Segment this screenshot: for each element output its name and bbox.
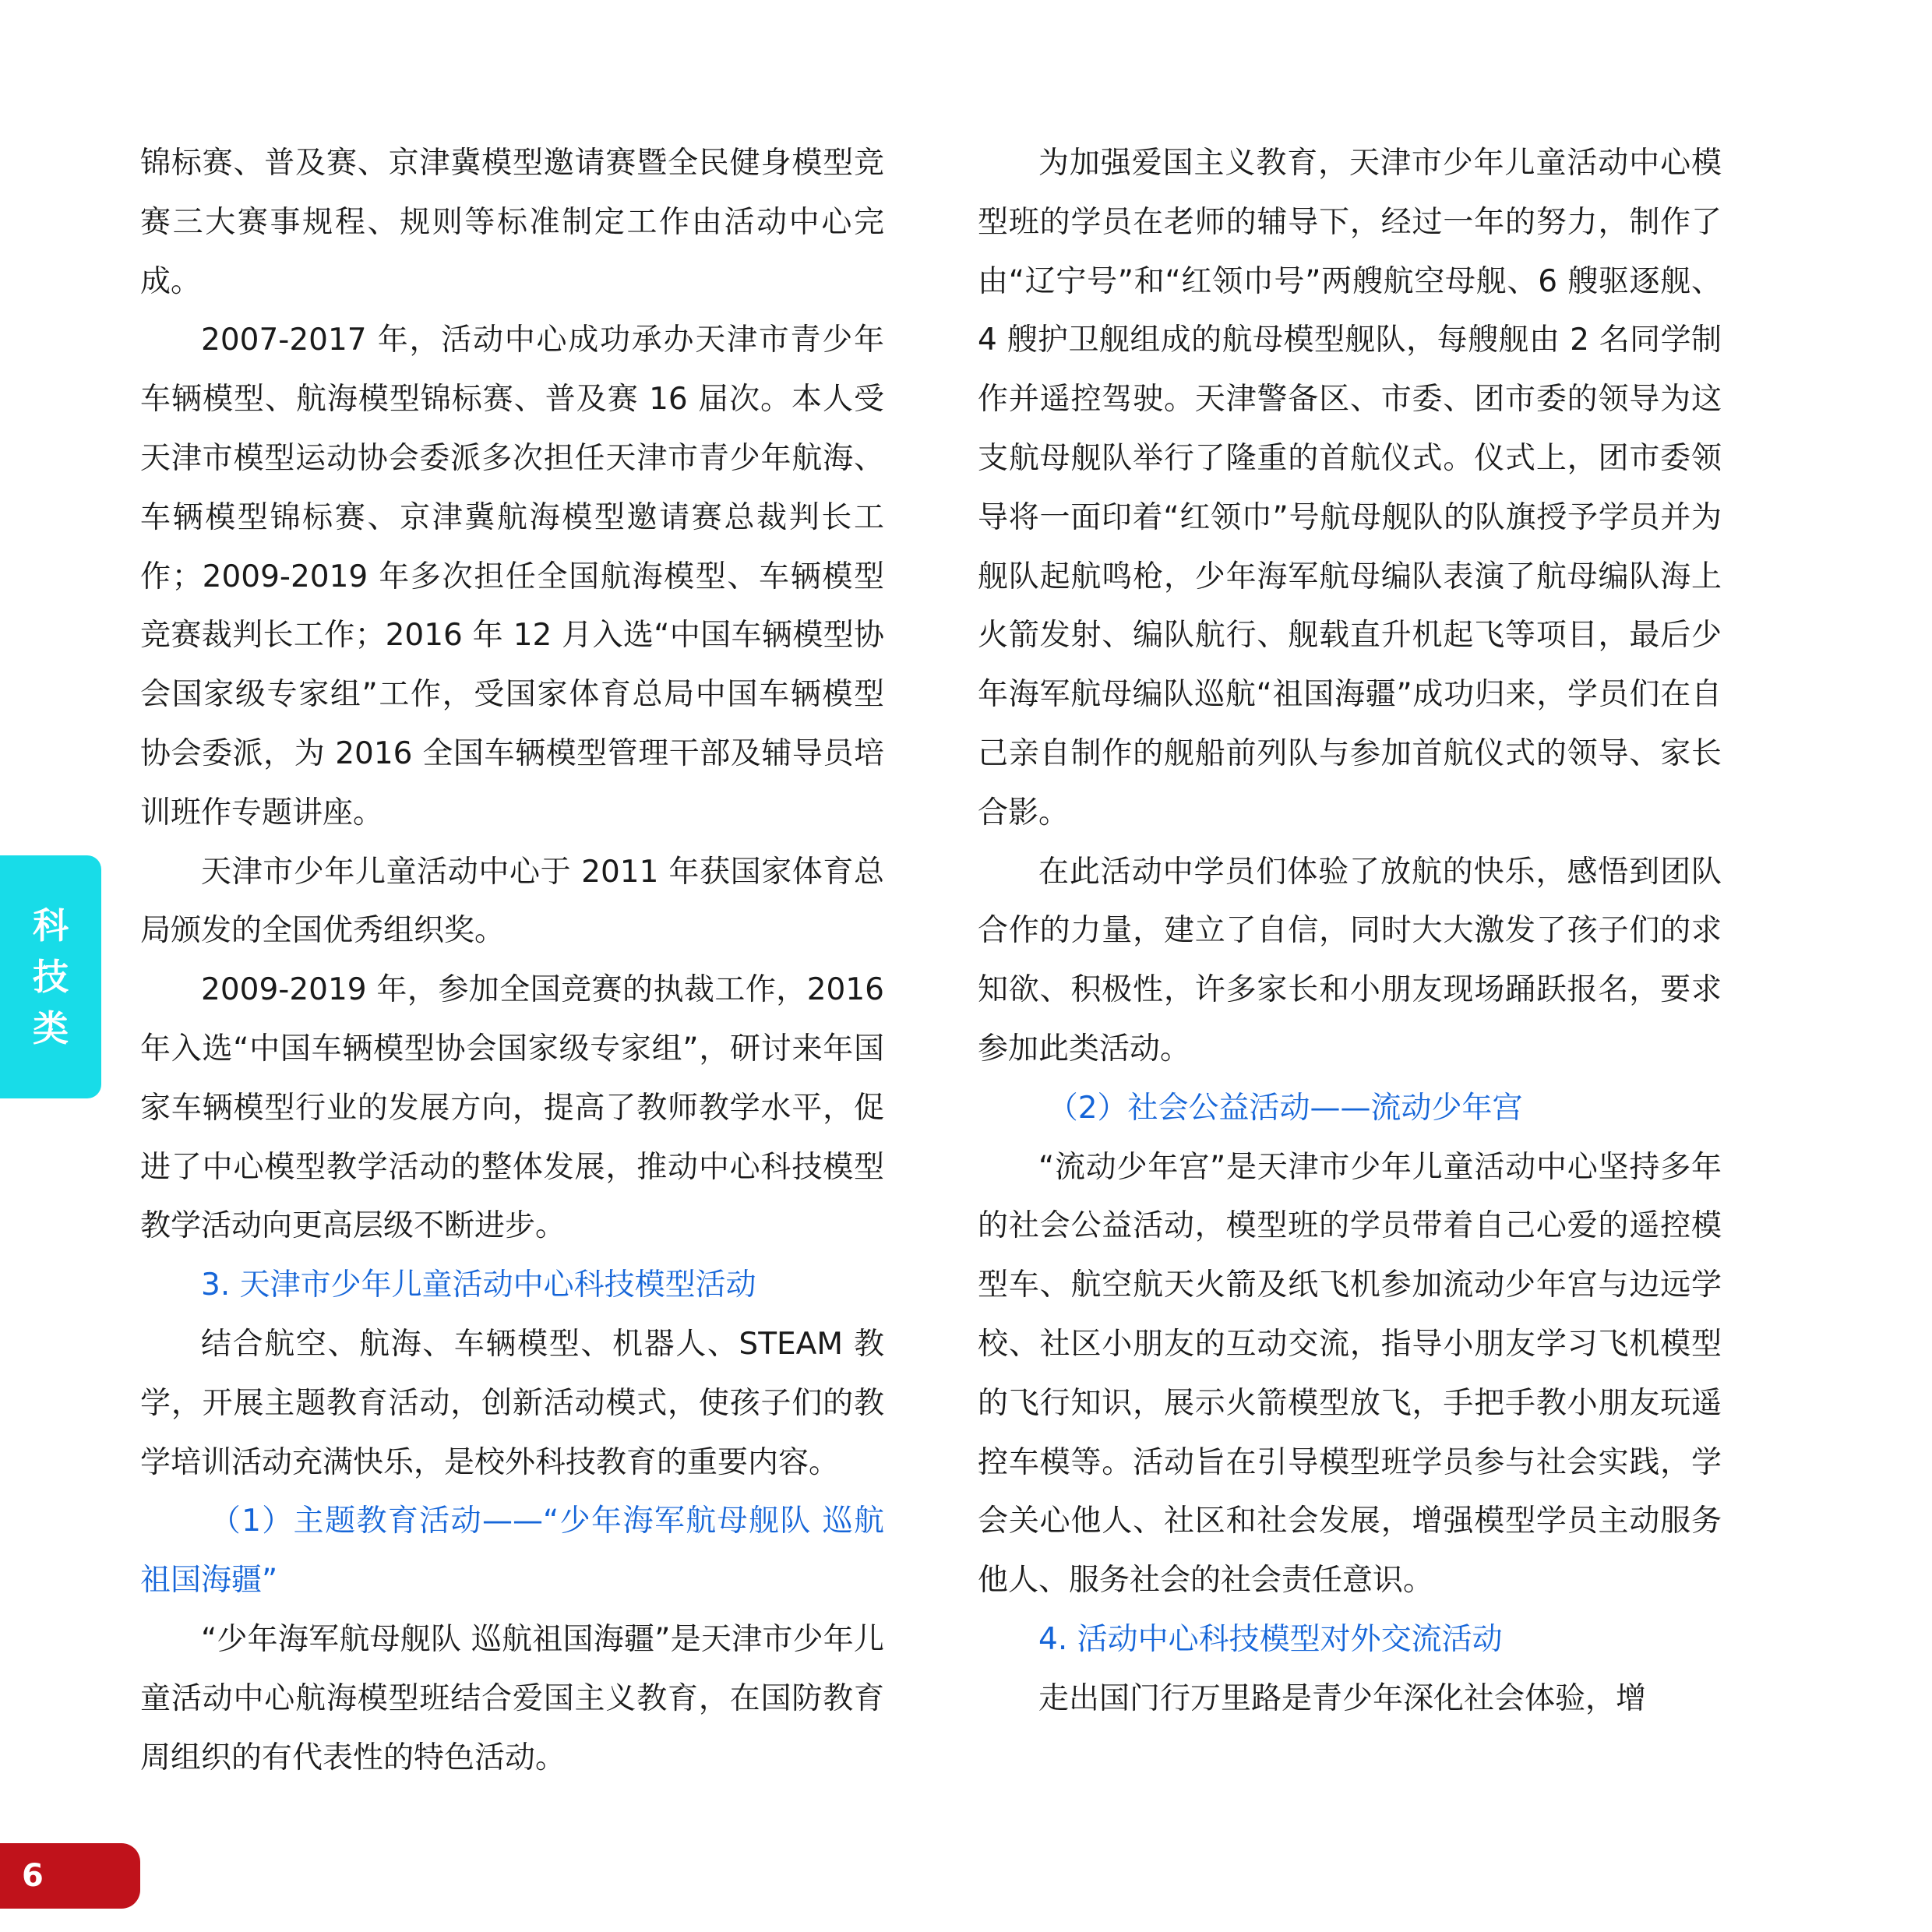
paragraph-standards-continued: 锦标赛、普及赛、京津冀模型邀请赛暨全民健身模型竞赛三大赛事规程、规则等标准制定工作由活动中心完成。 xyxy=(140,146,884,299)
category-side-tab xyxy=(0,855,101,1098)
side-tab-char: 类 xyxy=(33,1007,69,1049)
subheading-1-theme-education: （1）主题教育活动——“少年海军航母舰队 巡航祖国海疆” xyxy=(140,1504,884,1599)
paragraph-patriotic-education: 为加强爱国主义教育，天津市少年儿童活动中心模型班的学员在老师的辅导下，经过一年的努力，制作了由“辽宁号”和“红领巾号”两艘航空母舰、6 艘驱逐舰、4 艘护卫舰组成的航母模型舰队，每艘舰由 2 名同学制作并遥控驾驶。天津警备区、市委、团市委的领导为这支航母舰队举行了隆重的首航仪式。仪式上，团市委领导将一面印着“红领巾”号航母舰队的队旗授予学员并为舰队起航鸣枪，少年海军航母编队表演了航母编队海上火箭发射、编队航行、舰载直升机起飞等项目，最后少年海军航母编队巡航“祖国海疆”成功归来，学员们在自己亲自制作的舰船前列队与参加首航仪式的领导、家长合影。 xyxy=(978,146,1722,830)
paragraph-2009-2019: 2009-2019 年，参加全国竞赛的执裁工作，2016 年入选“中国车辆模型协会国家级专家组”，研讨来年国家车辆模型行业的发展方向，提高了教师教学水平，促进了中心模型教学活动的整体发展，推动中心科技模型教学活动向更高层级不断进步。 xyxy=(140,972,884,1244)
left-column xyxy=(140,134,884,1787)
side-tab-char: 技 xyxy=(33,956,69,998)
subheading-2-public-welfare: （2）社会公益活动——流动少年宫 xyxy=(1047,1090,1523,1126)
paragraph-2011-award: 天津市少年儿童活动中心于 2011 年获国家体育总局颁发的全国优秀组织奖。 xyxy=(140,854,884,949)
page-number: 6 xyxy=(22,1858,44,1894)
right-column xyxy=(978,134,1722,1729)
section-heading-3: 3. 天津市少年儿童活动中心科技模型活动 xyxy=(201,1267,756,1303)
side-tab-char: 科 xyxy=(33,904,69,947)
paragraph-mobile-youth-palace: “流动少年宫”是天津市少年儿童活动中心坚持多年的社会公益活动，模型班的学员带着自己心爱的遥控模型车、航空航天火箭及纸飞机参加流动少年宫与边远学校、社区小朋友的互动交流，指导小朋友学习飞机模型的飞行知识，展示火箭模型放飞，手把手教小朋友玩遥控车模等。活动旨在引导模型班学员参与社会实践，学会关心他人、社区和社会发展，增强模型学员主动服务他人、服务社会的社会责任意识。 xyxy=(978,1149,1722,1599)
paragraph-2007-2017: 2007-2017 年，活动中心成功承办天津市青少年车辆模型、航海模型锦标赛、普及赛 16 届次。本人受天津市模型运动协会委派多次担任天津市青少年航海、车辆模型锦标赛、京津冀航海模型邀请赛总裁判长工作；2009-2019 年多次担任全国航海模型、车辆模型竞赛裁判长工作；2016 年 12 月入选“中国车辆模型协会国家级专家组”工作，受国家体育总局中国车辆模型协会委派，为 2016 全国车辆模型管理干部及辅导员培训班作专题讲座。 xyxy=(140,323,884,830)
paragraph-navy-fleet: “少年海军航母舰队 巡航祖国海疆”是天津市少年儿童活动中心航海模型班结合爱国主义教育，在国防教育周组织的有代表性的特色活动。 xyxy=(140,1621,884,1775)
paragraph-go-abroad: 走出国门行万里路是青少年深化社会体验，增 xyxy=(1038,1680,1647,1716)
paragraph-experience: 在此活动中学员们体验了放航的快乐，感悟到团队合作的力量，建立了自信，同时大大激发了孩子们的求知欲、积极性，许多家长和小朋友现场踊跃报名，要求参加此类活动。 xyxy=(978,854,1722,1066)
page-number-badge xyxy=(0,1843,140,1909)
paragraph-steam: 结合航空、航海、车辆模型、机器人、STEAM 教学，开展主题教育活动，创新活动模式，使孩子们的教学培训活动充满快乐，是校外科技教育的重要内容。 xyxy=(140,1326,884,1480)
section-heading-4: 4. 活动中心科技模型对外交流活动 xyxy=(1038,1621,1503,1657)
